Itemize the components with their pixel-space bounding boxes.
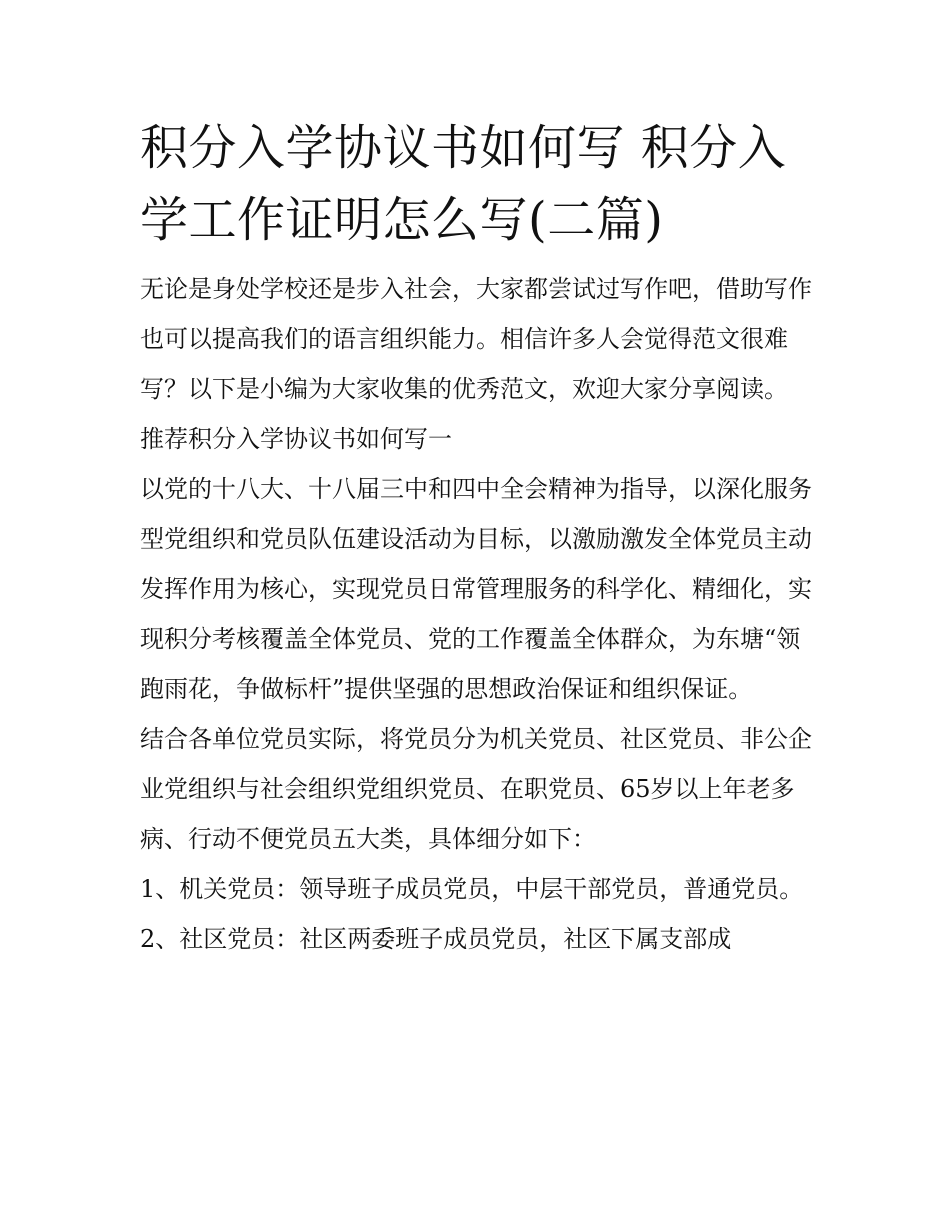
document-title: 积分入学协议书如何写 积分入学工作证明怎么写(二篇)	[140, 120, 787, 248]
body-paragraph: 以党的十八大、十八届三中和四中全会精神为指导，以深化服务型党组织和党员队伍建设活动为目标，以激励激发全体党员主动发挥作用为核心，实现党员日常管理服务的科学化、精细化，实现积分考核覆盖全体党员、党的工作覆盖全体群众，为东塘“领跑雨花，争做标杆”提供坚强的思想政治保证和组织保证。	[140, 475, 812, 703]
document-page	[140, 112, 820, 964]
section-heading: 推荐积分入学协议书如何写一	[140, 425, 452, 453]
intro-paragraph: 无论是身处学校还是步入社会，大家都尝试过写作吧，借助写作也可以提高我们的语言组织能力。相信许多人会觉得范文很难写？以下是小编为大家收集的优秀范文，欢迎大家分享阅读。	[140, 275, 812, 403]
body-paragraph: 结合各单位党员实际，将党员分为机关党员、社区党员、非公企业党组织与社会组织党组织党员、在职党员、65岁以上年老多病、行动不便党员五大类，具体细分如下：	[140, 725, 812, 853]
body-paragraph: 1、机关党员：领导班子成员党员，中层干部党员，普通党员。 2、社区党员：社区两委班子成员党员，社区下属支部成	[140, 875, 804, 953]
